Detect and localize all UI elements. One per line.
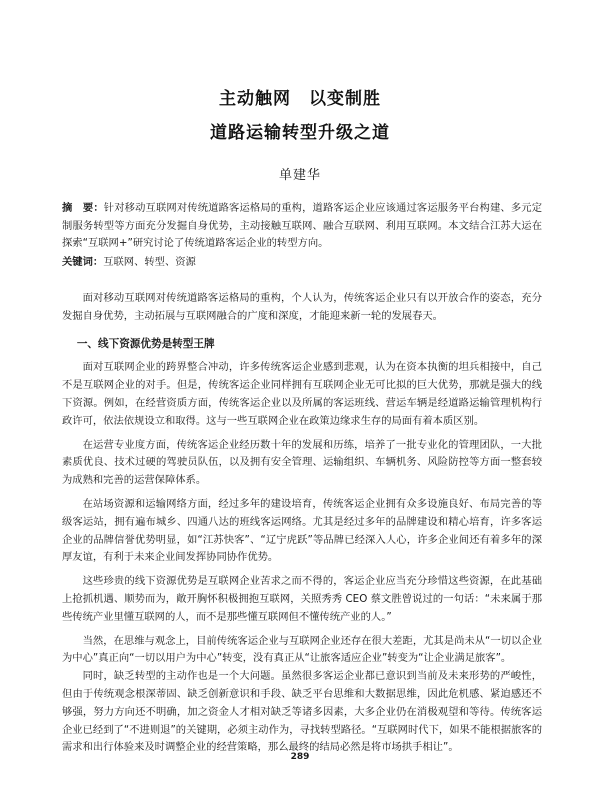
abstract-label: 摘 要： (62, 202, 104, 214)
intro-paragraph: 面对移动互联网对传统道路客运格局的重构，个人认为，传统客运企业只有以开放合作的姿态，充分发掘自身优势，主动拓展与互联网融合的广度和深度，才能迎来新一轮的发展春天。 (62, 292, 542, 322)
keywords-label: 关键词： (62, 256, 104, 268)
abstract (62, 200, 542, 253)
abstract-text: 针对移动互联网对传统道路客运格局的重构，道路客运企业应该通过客运服务平台构建、多元定制服务转型等方面充分发掘自身优势，主动接触互联网、融合互联网、利用互联网。本文结合江苏大运在探索“互联网+”研究讨论了传统道路客运企业的转型方向。 (62, 202, 543, 249)
body-paragraph: 在运营专业度方面，传统客运企业经历数十年的发展和历练，培养了一批专业化的管理团队，一大批素质优良、技术过硬的驾驶员队伍，以及拥有安全管理、运输组织、车辆机务、风险防控等方面一整套较为成熟和完善的运营保障体系。 (62, 438, 542, 487)
body-paragraph: 当然，在思维与观念上，目前传统客运企业与互联网企业还存在很大差距，尤其是尚未从“一切以企业为中心”真正向“一切以用户为中心”转变，没有真正从“让旅客适应企业”转变为“让企业满足旅客”。 (62, 634, 542, 665)
article-title-line1: 主动触网 以变制胜 (219, 89, 381, 109)
body-paragraph: 在站场资源和运输网络方面，经过多年的建设培育，传统客运企业拥有众多设施良好、布局完善的等级客运站，拥有遍布城乡、四通八达的班线客运网络。尤其是经过多年的品牌建设和精心培育，许多客运企业的品牌信誉优势明显，如“江苏快客”、“辽宁虎跃”等品牌已经深入人心，许多企业间还有着多年的深厚友谊，有利于未来企业间发挥协同协作优势。 (62, 497, 542, 564)
keywords-text: 互联网、转型、资源 (103, 256, 196, 268)
keywords (62, 253, 196, 268)
section-heading: 一、线下资源优势是转型王牌 (76, 337, 215, 350)
page-number: 289 (290, 752, 310, 762)
article-body (62, 290, 542, 757)
body-paragraph: 这些珍贵的线下资源优势是互联网企业苦求之而不得的，客运企业应当充分珍惜这些资源，在此基础上抢抓机遇、顺势而为，敞开胸怀积极拥抱互联网，关照秀秀 CEO 蔡文胜曾说过的一句话：“未来属于那些传统产业里懂互联网的人，而不是那些懂互联网但不懂传统产业的人。” (62, 575, 542, 623)
author-name: 单建华 (278, 168, 321, 183)
body-paragraph: 面对互联网企业的跨界整合冲动，许多传统客运企业感到悲观，认为在资本执衡的坦兵相接中，自己不是互联网企业的对手。但是，传统客运企业同样拥有互联网企业无可比拟的巨大优势，那就是强大的线下资源。例如，在经营资质方面，传统客运企业以及所属的客运班线、营运车辆是经道路运输管理机构行政许可，依法依规设立和取得。这与一些互联网企业在政策边缘求生存的局面有着本质区别。 (62, 361, 542, 427)
article-title-line2: 道路运输转型升级之道 (210, 123, 390, 143)
body-paragraph: 同时，缺乏转型的主动作也是一个大问题。虽然很多客运企业都已意识到当前及未来形势的严峻性，但由于传统观念根深蒂固、缺乏创新意识和手段、缺乏平台思维和大数据思维，因此危机感、紧迫感还不够强，努力方向还不明确，加之资金人才相对缺乏等诸多因素，大多企业仍在消极观望和等待。传统客运企业已经到了“不进则退”的关键期，必须主动作为，寻找转型路径。“互联网时代下，如果不能根据旅客的需求和出行体验来及时调整企业的经营策略，那么最终的结局必然是将市场拱手相让”。 (62, 670, 542, 754)
